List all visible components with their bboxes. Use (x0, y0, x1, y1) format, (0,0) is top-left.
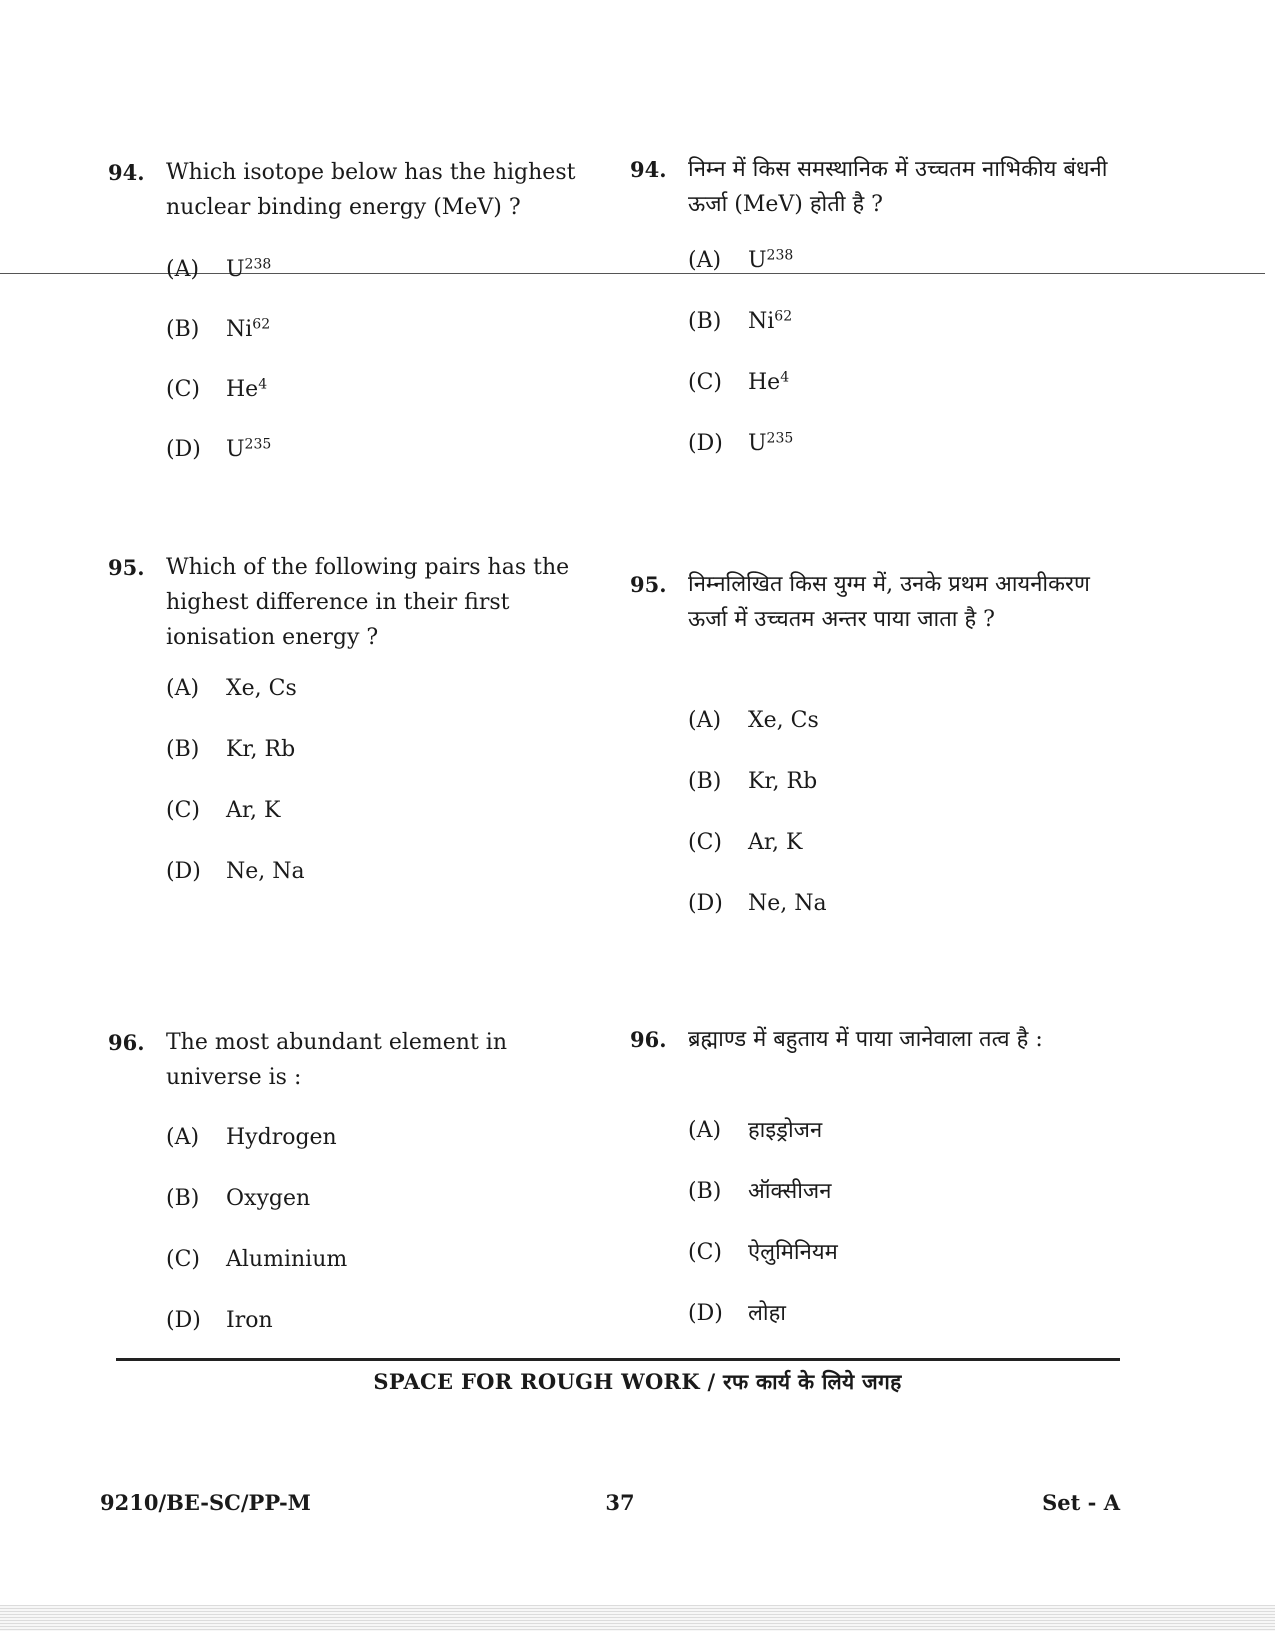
option-label: (B) (688, 769, 722, 794)
option-text: Xe, Cs (226, 676, 297, 701)
option-text: Ar, K (226, 798, 281, 823)
option-text: Ne, Na (748, 891, 827, 916)
option-label: (A) (166, 676, 200, 701)
question-text: ब्रह्माण्ड में बहुताय में पाया जानेवाला तत्व है : (688, 1027, 1043, 1052)
option-label: (A) (688, 248, 722, 273)
option-text: Aluminium (226, 1247, 348, 1272)
option-label: (C) (166, 377, 200, 402)
option-label: (C) (688, 1240, 722, 1265)
option-d (688, 886, 827, 922)
option-label: (C) (688, 830, 722, 855)
option-c (166, 793, 280, 829)
question-number: 96. (630, 1027, 667, 1052)
option-b (166, 732, 295, 768)
option-b (688, 764, 817, 800)
option-text: $U^{238}$ (748, 247, 794, 273)
option-b (166, 312, 270, 348)
option-text: ऑक्सीजन (748, 1179, 832, 1204)
option-text: ऐलुमिनियम (748, 1240, 838, 1265)
option-label: (D) (688, 1301, 723, 1326)
option-label: (B) (688, 1179, 722, 1204)
option-c (688, 1235, 838, 1271)
option-text: Kr, Rb (226, 737, 296, 762)
option-text: He$^4$ (748, 369, 790, 395)
question-text: Which isotope below has the highest nuclear binding energy (MeV) ? (166, 160, 576, 220)
option-d (166, 432, 271, 468)
page-number: 37 (605, 1490, 635, 1515)
question-number: 95. (630, 572, 667, 597)
option-a (688, 243, 793, 279)
question-number: 94. (108, 160, 145, 185)
question-number: 94. (630, 157, 667, 182)
question-text: Which of the following pairs has the highest difference in their first ionisation energy ? (166, 555, 570, 650)
option-text: Oxygen (226, 1186, 311, 1211)
option-label: (B) (166, 1186, 200, 1211)
scan-edge-lines (0, 1605, 1275, 1631)
question-number: 95. (108, 555, 145, 580)
rough-work-divider (116, 1358, 1120, 1361)
option-label: (C) (166, 798, 200, 823)
option-label: (C) (166, 1247, 200, 1272)
option-a (166, 1120, 337, 1156)
option-text: Xe, Cs (748, 708, 819, 733)
option-c (688, 365, 789, 401)
option-text: $U^{235}$ (226, 436, 272, 462)
option-text: Kr, Rb (748, 769, 818, 794)
option-c (688, 825, 802, 861)
option-c (166, 372, 267, 408)
option-a (688, 703, 819, 739)
option-label: (D) (688, 431, 723, 456)
question-text: निम्न में किस समस्थानिक में उच्चतम नाभिकीय बंधनी ऊर्जा (MeV) होती है ? (688, 157, 1108, 217)
option-text: Ni$^{62}$ (748, 308, 793, 334)
paper-code: 9210/BE-SC/PP-M (100, 1490, 311, 1515)
option-text: हाइड्रोजन (748, 1118, 823, 1143)
option-text: Ni$^{62}$ (226, 316, 271, 342)
option-label: (C) (688, 370, 722, 395)
option-label: (A) (166, 257, 200, 282)
option-a (166, 252, 271, 288)
option-label: (D) (166, 859, 201, 884)
option-text: He$^4$ (226, 376, 268, 402)
rough-work-label: SPACE FOR ROUGH WORK / रफ कार्य के लिये जगह (373, 1369, 902, 1394)
option-label: (B) (688, 309, 722, 334)
option-a (166, 671, 297, 707)
question-text: निम्नलिखित किस युग्म में, उनके प्रथम आयनीकरण ऊर्जा में उच्चतम अन्तर पाया जाता है ? (688, 572, 1090, 632)
option-text: Ar, K (748, 830, 803, 855)
option-text: Hydrogen (226, 1125, 337, 1150)
option-label: (D) (166, 437, 201, 462)
option-d (688, 426, 793, 462)
option-label: (B) (166, 737, 200, 762)
option-label: (A) (166, 1125, 200, 1150)
option-label: (A) (688, 708, 722, 733)
option-text: Ne, Na (226, 859, 305, 884)
option-text: $U^{238}$ (226, 256, 272, 282)
option-b (688, 304, 792, 340)
option-label: (D) (688, 891, 723, 916)
question-number: 96. (108, 1030, 145, 1055)
option-d (688, 1296, 786, 1332)
option-label: (B) (166, 317, 200, 342)
question-text: The most abundant element in universe is : (166, 1030, 507, 1090)
option-label: (A) (688, 1118, 722, 1143)
option-d (166, 1303, 273, 1339)
set-label: Set - A (1042, 1490, 1120, 1515)
option-text: $U^{235}$ (748, 430, 794, 456)
option-b (166, 1181, 310, 1217)
option-label: (D) (166, 1308, 201, 1333)
option-c (166, 1242, 347, 1278)
option-text: Iron (226, 1308, 273, 1333)
option-text: लोहा (748, 1301, 786, 1326)
option-b (688, 1174, 831, 1210)
option-a (688, 1113, 822, 1149)
option-d (166, 854, 305, 890)
